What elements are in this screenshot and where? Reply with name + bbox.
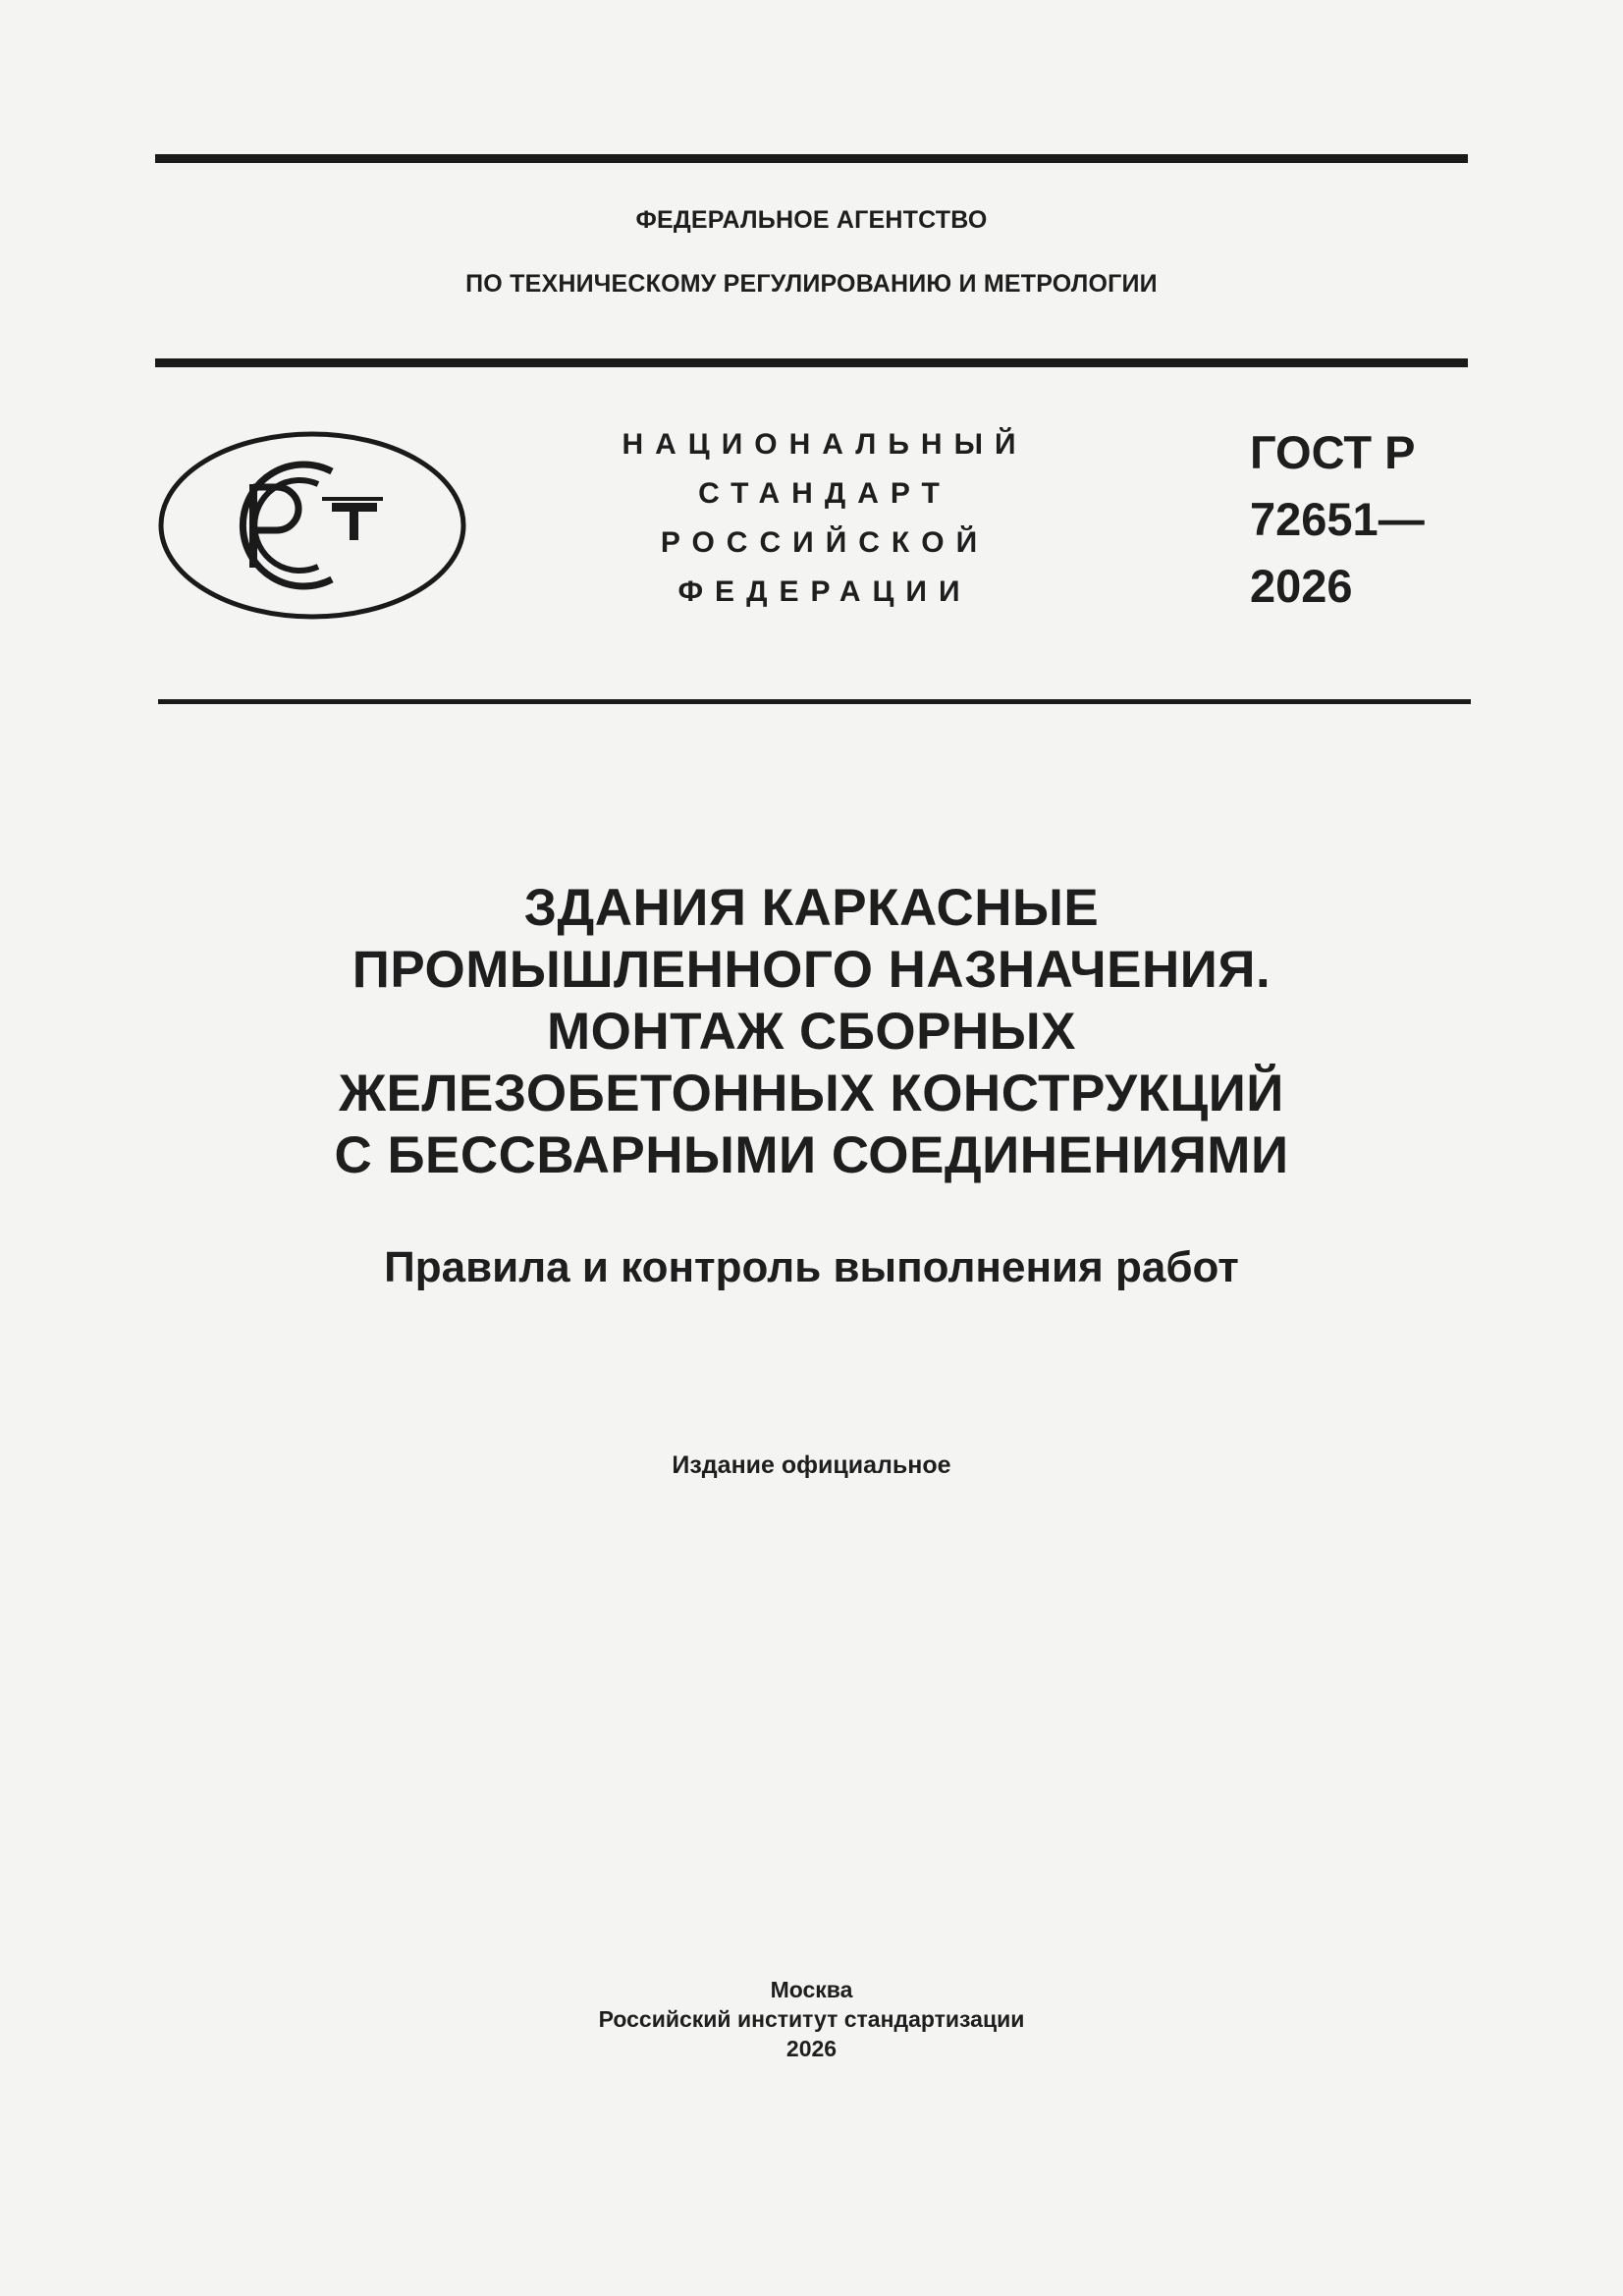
standard-type-line: ФЕДЕРАЦИИ	[677, 575, 972, 608]
publisher-name: Российский институт стандартизации	[598, 2006, 1025, 2032]
agency-name-line-1: ФЕДЕРАЛЬНОЕ АГЕНТСТВО	[635, 206, 988, 234]
standard-designation	[1250, 419, 1425, 620]
standard-type-line: СТАНДАРТ	[698, 477, 951, 510]
title-line: С БЕССВАРНЫМИ СОЕДИНЕНИЯМИ	[334, 1126, 1289, 1184]
agency-name-line-2: ПО ТЕХНИЧЕСКОМУ РЕГУЛИРОВАНИЮ И МЕТРОЛОГИИ	[465, 270, 1158, 298]
publisher-info	[0, 1975, 1623, 2063]
title-line: ЗДАНИЯ КАРКАСНЫЕ	[523, 879, 1100, 937]
header-divider	[155, 358, 1468, 367]
rst-emblem-icon	[157, 430, 467, 621]
designation-line: 2026	[1250, 560, 1353, 612]
designation-line: 72651—	[1250, 493, 1425, 545]
title-line: ПРОМЫШЛЕННОГО НАЗНАЧЕНИЯ.	[352, 941, 1271, 999]
designation-line: ГОСТ Р	[1250, 426, 1416, 478]
standard-type-line: РОССИЙСКОЙ	[660, 526, 990, 559]
edition-label: Издание официальное	[672, 1451, 951, 1479]
top-divider	[155, 154, 1468, 163]
document-subtitle: Правила и контроль выполнения работ	[384, 1243, 1239, 1291]
standard-type-line: НАЦИОНАЛЬНЫЙ	[622, 428, 1028, 461]
title-divider	[158, 699, 1471, 704]
title-line: МОНТАЖ СБОРНЫХ	[546, 1003, 1077, 1061]
publisher-city: Москва	[770, 1977, 853, 2002]
document-title	[0, 877, 1623, 1186]
title-line: ЖЕЛЕЗОБЕТОННЫХ КОНСТРУКЦИЙ	[339, 1065, 1284, 1122]
standard-type-label	[579, 420, 1070, 617]
publication-year: 2026	[785, 2036, 838, 2061]
